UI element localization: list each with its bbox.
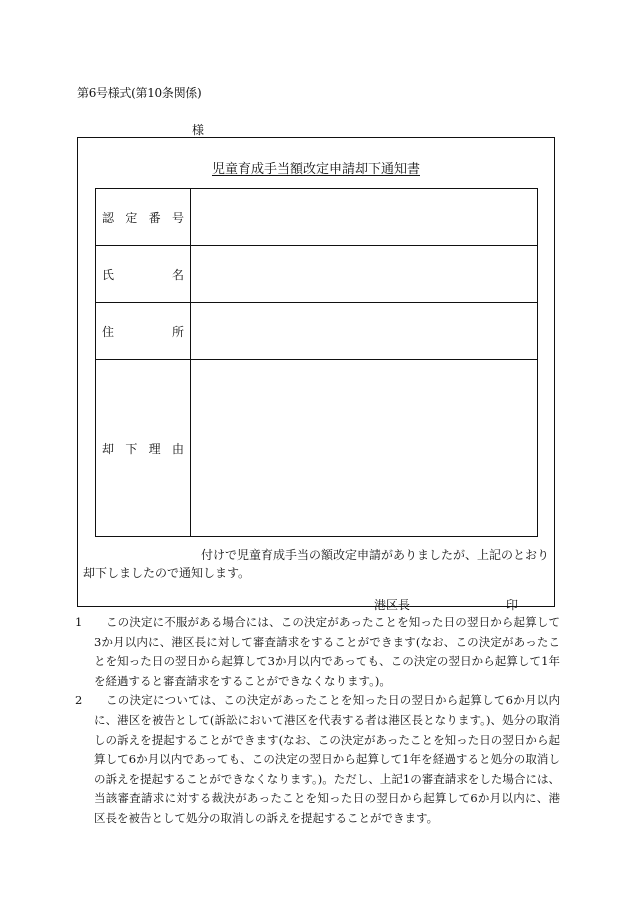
field-label-address: 住 所 [96, 303, 191, 360]
field-value-name [191, 246, 538, 303]
field-row-name [96, 246, 538, 303]
form-number-label: 第6号様式(第10条関係) [77, 86, 202, 100]
field-label-rejection-reason: 却 下 理 由 [96, 360, 191, 537]
note-number: 1 [75, 615, 83, 629]
notice-form-frame [77, 137, 555, 612]
field-value-rejection-reason [191, 360, 538, 537]
field-row-certification-number [96, 189, 538, 246]
addressee-suffix: 様 [192, 123, 205, 137]
note-item [72, 691, 560, 828]
details-table [95, 188, 538, 537]
field-label-certification-number: 認 定 番 号 [96, 189, 191, 246]
field-value-address [191, 303, 538, 360]
note-number: 2 [75, 693, 83, 708]
note-text: この決定については、この決定があったことを知った日の翌日から起算して6か月以内に、港区を被告として(訴訟において港区を代表する者は港区長となります。)、処分の取消しの訴えを提起することができます(なお、この決定があったことを知った日の翌日から起算して6か月以内であっても、この決定の翌日から起算して1年を経過すると処分の取消しの訴えを提起することができなくなります。)。ただし、上記1の審査請求をした場合には、当該審査請求に対する裁決があったことを知った日の翌日から起算して6か月以内に、港区長を被告として処分の取消しの訴えを提起することができます。 [94, 693, 560, 825]
notice-text: 付けで児童育成手当の額改定申請がありましたが、上記のとおり却下しましたので通知します。 [83, 548, 550, 580]
note-item [72, 613, 560, 691]
field-row-address [96, 303, 538, 360]
document-title: 児童育成手当額改定申請却下通知書 [211, 162, 420, 177]
field-value-certification-number [191, 189, 538, 246]
notes-list [72, 613, 560, 829]
field-row-rejection-reason [96, 360, 538, 537]
field-label-name: 氏 名 [96, 246, 191, 303]
note-text: この決定に不服がある場合には、この決定があったことを知った日の翌日から起算して3か月以内に、港区長に対して審査請求をすることができます(なお、この決定があったことを知った日の翌日から起算して3か月以内であっても、この決定の翌日から起算して1年を経過すると審査請求をすることができなくなります。)。 [94, 615, 560, 688]
signer-role: 港区長 [374, 598, 411, 612]
seal-mark: 印 [506, 598, 519, 612]
